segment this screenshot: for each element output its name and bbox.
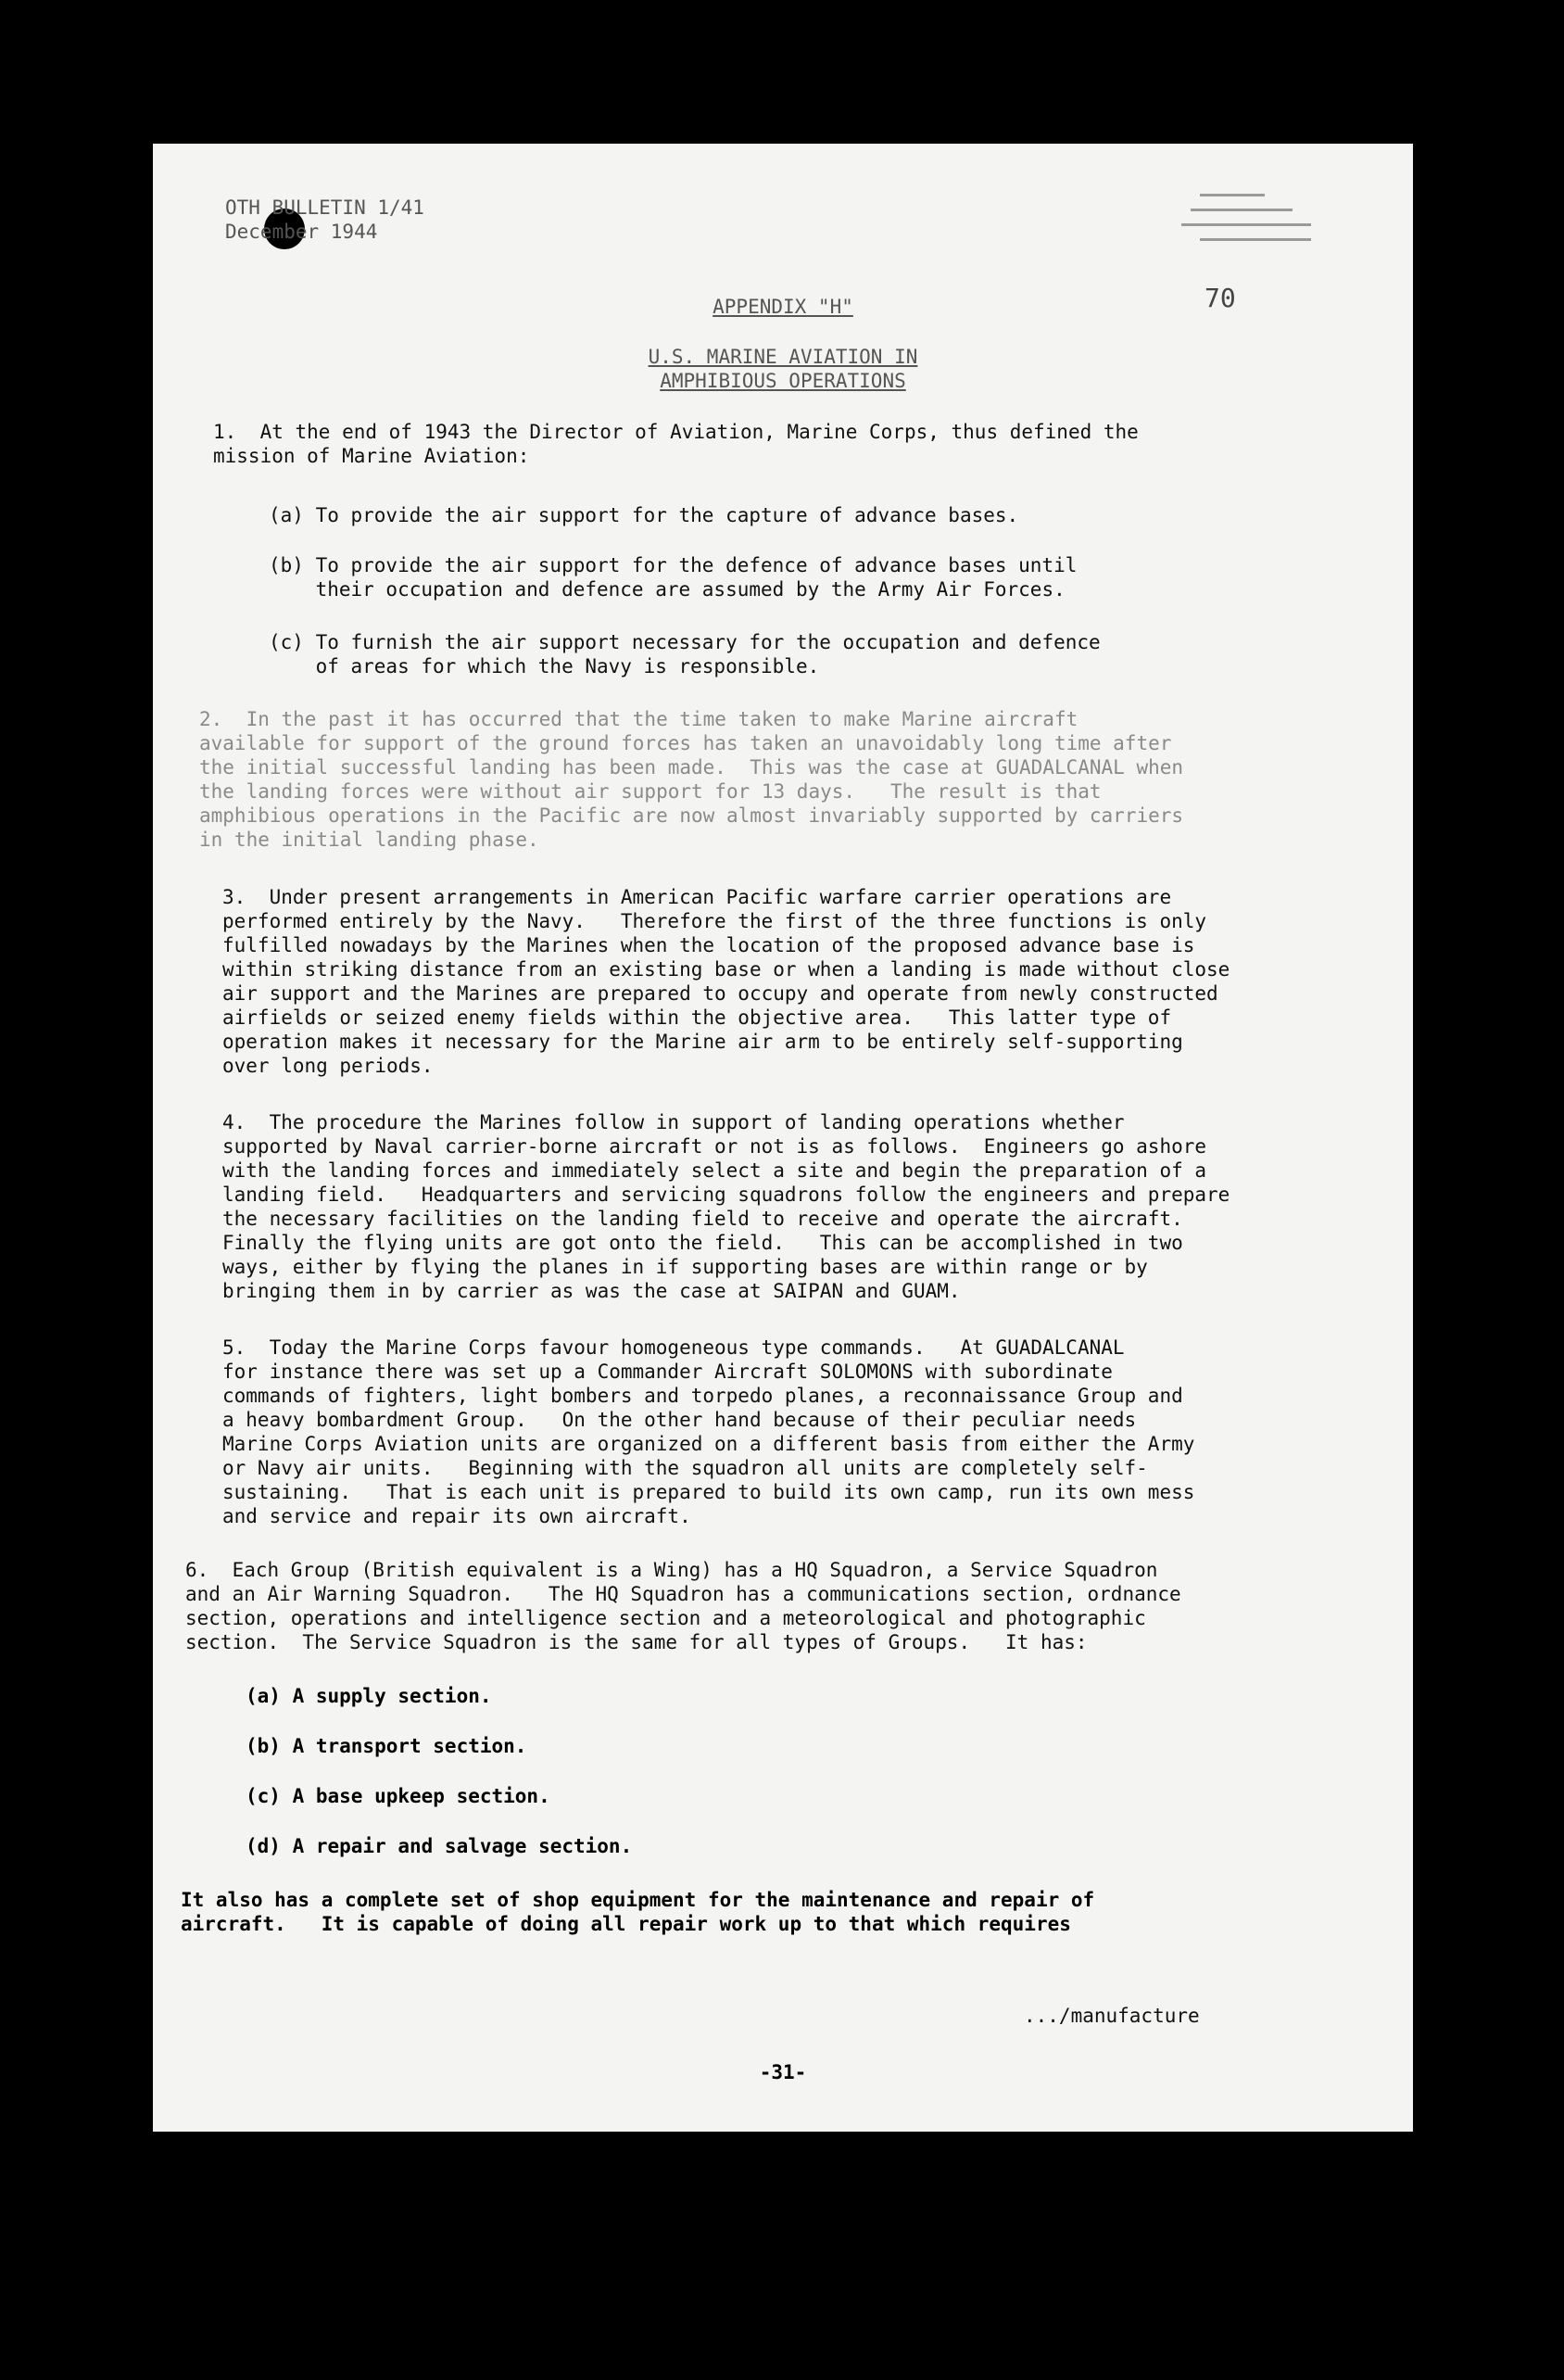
para5-line: or Navy air units. Beginning with the squadron all units are completely self- <box>222 1457 1148 1479</box>
para6-item-b: (b) A transport section. <box>246 1735 527 1757</box>
para5-line: commands of fighters, light bombers and torpedo planes, a reconnaissance Group and <box>222 1385 1183 1407</box>
document-page <box>153 144 1413 2132</box>
para4-line: landing field. Headquarters and servicing squadrons follow the engineers and prepare <box>222 1184 1230 1206</box>
para4-line: 4. The procedure the Marines follow in support of landing operations whether <box>222 1111 1125 1133</box>
para1-line: mission of Marine Aviation: <box>213 445 530 467</box>
para4-line: ways, either by flying the planes in if supporting bases are within range or by <box>222 1256 1148 1278</box>
para6-item-a: (a) A supply section. <box>246 1685 492 1707</box>
para5-line: 5. Today the Marine Corps favour homogeneous type commands. At GUADALCANAL <box>222 1336 1125 1359</box>
classification-stamp <box>1181 186 1339 298</box>
para5-line: for instance there was set up a Commander Aircraft SOLOMONS with subordinate <box>222 1361 1113 1383</box>
para3-line: operation makes it necessary for the Marine air arm to be entirely self-supporting <box>222 1031 1183 1053</box>
para5-line: and service and repair its own aircraft. <box>222 1505 691 1527</box>
para4-line: bringing them in by carrier as was the case at SAIPAN and GUAM. <box>222 1280 961 1302</box>
para2-line: the initial successful landing has been made. This was the case at GUADALCANAL when <box>199 756 1184 779</box>
para4-line: supported by Naval carrier-borne aircraft or not is as follows. Engineers go ashore <box>222 1135 1207 1158</box>
page-number: -31- <box>759 2061 807 2083</box>
para2-line: available for support of the ground forces has taken an unavoidably long time after <box>199 732 1172 754</box>
bulletin-date: December 1944 <box>225 221 378 243</box>
para1-item-b-cont: their occupation and defence are assumed by the Army Air Forces. <box>269 578 1066 601</box>
para1-item-c: (c) To furnish the air support necessary for the occupation and defence <box>269 631 1101 653</box>
closing-line: aircraft. It is capable of doing all repair work up to that which requires <box>181 1913 1071 1935</box>
para6-line: 6. Each Group (British equivalent is a Wing) has a HQ Squadron, a Service Squadron <box>185 1559 1158 1581</box>
closing-line: It also has a complete set of shop equipment for the maintenance and repair of <box>181 1889 1095 1911</box>
para2-line: in the initial landing phase. <box>199 829 539 851</box>
para6-line: section. The Service Squadron is the same for all types of Groups. It has: <box>185 1631 1088 1653</box>
para6-line: section, operations and intelligence section and a meteorological and photographic <box>185 1607 1146 1629</box>
para2-line: amphibious operations in the Pacific are now almost invariably supported by carriers <box>199 804 1184 827</box>
para3-line: 3. Under present arrangements in American Pacific warfare carrier operations are <box>222 886 1172 908</box>
para3-line: fulfilled nowadays by the Marines when the location of the proposed advance base is <box>222 934 1195 956</box>
para5-line: a heavy bombardment Group. On the other hand because of their peculiar needs <box>222 1409 1137 1431</box>
para3-line: airfields or seized enemy fields within the objective area. This latter type of <box>222 1006 1172 1029</box>
para3-line: within striking distance from an existing base or when a landing is made without close <box>222 958 1230 981</box>
para3-line: performed entirely by the Navy. Therefore the first of the three functions is only <box>222 910 1207 932</box>
para6-line: and an Air Warning Squadron. The HQ Squadron has a communications section, ordnance <box>185 1583 1181 1605</box>
para6-item-d: (d) A repair and salvage section. <box>246 1835 633 1857</box>
title-line-2: AMPHIBIOUS OPERATIONS <box>660 370 906 392</box>
para4-line: with the landing forces and immediately select a site and begin the preparation of a <box>222 1159 1207 1182</box>
para5-line: sustaining. That is each unit is prepared to build its own camp, run its own mess <box>222 1481 1195 1503</box>
title-line-1: U.S. MARINE AVIATION IN <box>648 346 918 368</box>
para3-line: air support and the Marines are prepared to occupy and operate from newly constructed <box>222 982 1218 1005</box>
para1-item-a: (a) To provide the air support for the capture of advance bases. <box>269 504 1019 526</box>
para1-line: 1. At the end of 1943 the Director of Aviation, Marine Corps, thus defined the <box>213 421 1139 443</box>
para1-item-c-cont: of areas for which the Navy is responsible. <box>269 655 820 677</box>
bulletin-reference: OTH BULLETIN 1/41 <box>225 196 424 219</box>
continuation-marker: .../manufacture <box>1024 2005 1200 2027</box>
para3-line: over long periods. <box>222 1055 434 1077</box>
para4-line: Finally the flying units are got onto the field. This can be accomplished in two <box>222 1232 1183 1254</box>
para1-item-b: (b) To provide the air support for the defence of advance bases until <box>269 554 1078 576</box>
para2-line: 2. In the past it has occurred that the time taken to make Marine aircraft <box>199 708 1078 730</box>
para4-line: the necessary facilities on the landing field to receive and operate the aircraft. <box>222 1208 1183 1230</box>
page-reference-mark: 70 <box>1205 283 1236 313</box>
para2-line: the landing forces were without air support for 13 days. The result is that <box>199 780 1102 803</box>
para6-item-c: (c) A base upkeep section. <box>246 1785 550 1807</box>
appendix-heading: APPENDIX "H" <box>713 296 853 318</box>
para5-line: Marine Corps Aviation units are organized on a different basis from either the Army <box>222 1433 1195 1455</box>
